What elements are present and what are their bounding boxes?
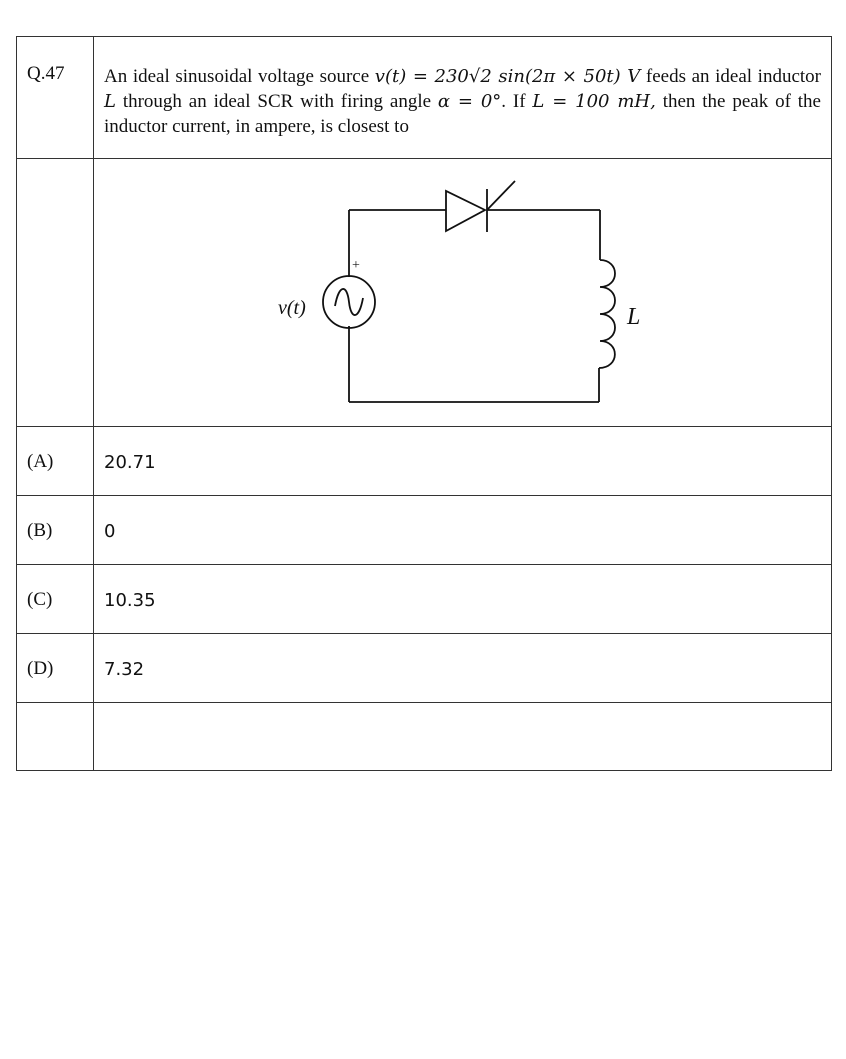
option-label-cell — [17, 427, 94, 496]
option-label: (D) — [27, 658, 54, 679]
polarity-plus-label: + — [352, 258, 360, 273]
question-number-cell — [17, 37, 94, 159]
question-text — [94, 37, 831, 139]
option-label-cell — [17, 634, 94, 703]
option-value: 20.71 — [104, 452, 156, 473]
option-label: (B) — [27, 520, 53, 541]
question-text-part: feeds an ideal inductor — [640, 66, 821, 87]
question-number: Q.47 — [27, 63, 65, 84]
empty-row — [17, 703, 832, 771]
option-value: 10.35 — [104, 590, 156, 611]
option-value: 7.32 — [104, 659, 145, 680]
empty-cell — [94, 703, 832, 771]
source-label: v(t) — [278, 297, 306, 319]
scr-symbol — [446, 181, 515, 232]
question-math-inductance: L = 100 mH, — [532, 91, 656, 112]
question-row — [17, 37, 832, 159]
option-row-b — [17, 496, 832, 565]
scr-gate — [487, 181, 515, 210]
empty-cell — [17, 703, 94, 771]
option-label-cell — [17, 496, 94, 565]
option-value-cell — [94, 496, 832, 565]
ac-source-icon — [323, 276, 375, 328]
circuit-wires — [349, 210, 600, 402]
question-text-part: through an ideal SCR with firing angle — [115, 91, 438, 112]
question-math-firing-angle: α = 0° — [437, 91, 502, 112]
figure-cell — [94, 159, 832, 427]
question-math-inductor: L — [104, 91, 116, 112]
inductor-label: L — [627, 304, 641, 330]
question-text-part: then the peak of the inductor current, in ampere, is closest to — [104, 91, 821, 137]
option-row-d — [17, 634, 832, 703]
option-row-a — [17, 427, 832, 496]
question-text-part: An ideal sinusoidal voltage source — [104, 66, 375, 87]
option-label-cell — [17, 565, 94, 634]
option-value: 0 — [104, 521, 116, 542]
scr-triangle — [446, 191, 485, 231]
option-value-cell — [94, 427, 832, 496]
figure-empty-cell — [17, 159, 94, 427]
question-text-cell — [94, 37, 832, 159]
option-label: (A) — [27, 451, 54, 472]
sine-wave-icon — [335, 289, 363, 315]
inductor-coil-icon — [599, 260, 615, 368]
question-text-part: . If — [501, 91, 533, 112]
option-value-cell — [94, 565, 832, 634]
circuit-diagram — [94, 159, 831, 426]
question-math-source: v(t) = 230√2 sin(2π × 50t) V — [374, 66, 641, 87]
option-value-cell — [94, 634, 832, 703]
option-label: (C) — [27, 589, 53, 610]
figure-row — [17, 159, 832, 427]
option-row-c — [17, 565, 832, 634]
question-table — [16, 36, 832, 771]
